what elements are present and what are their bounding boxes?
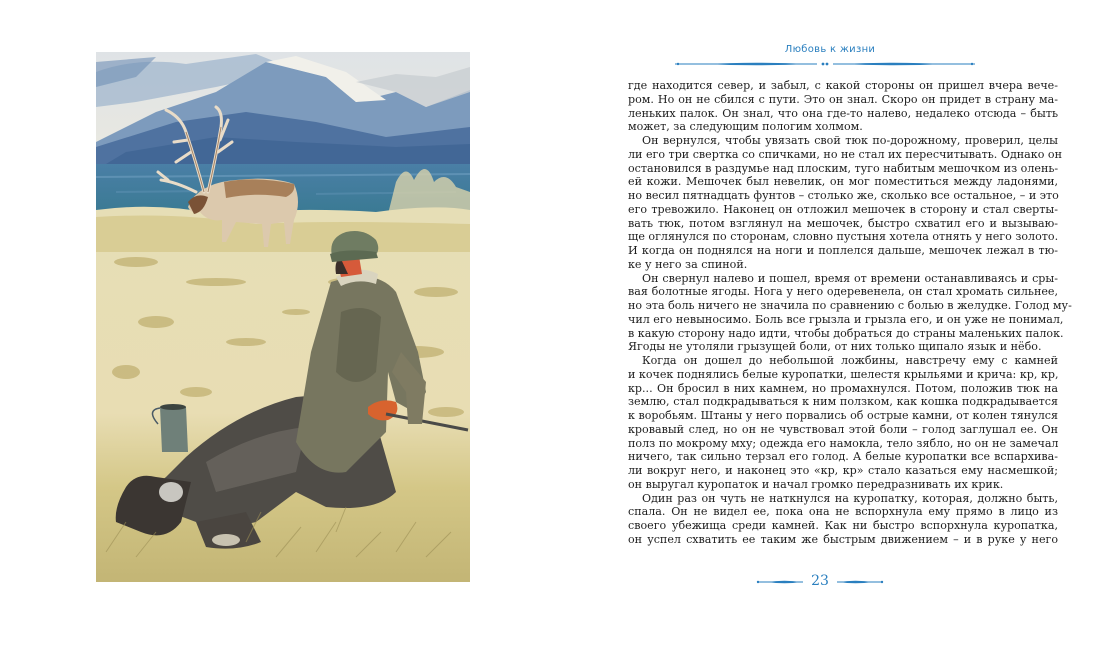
paragraph-3	[628, 271, 1072, 355]
watercolor-illustration	[96, 52, 470, 582]
text-line: ке у него за спиной.	[628, 257, 748, 271]
header-ornament-rule	[675, 60, 975, 68]
paragraph-4	[628, 354, 1058, 492]
paragraph-5	[628, 492, 1058, 547]
text-line: Когда он дошел до небольшой ложбины, навстречу ему с камней	[642, 354, 1058, 367]
text-line: и кочек поднялись белые куропатки, шелестя крыльями и крича: кр, кр,	[628, 367, 1059, 381]
body-text	[628, 79, 1072, 547]
text-line: к воробьям. Штаны у него порвались об острые камни, от колен тянулся	[628, 409, 1058, 422]
text-line: ще оглянулся по сторонам, словно пустыня хотела отнять у него золото.	[628, 230, 1059, 244]
text-line: но весил пятнадцать фунтов – столько же, сколько все остальное, – и это	[628, 189, 1059, 202]
text-line: может, за следующим пологим холмом.	[628, 120, 863, 134]
page-number: 23	[811, 573, 829, 589]
paragraph-1	[628, 79, 1058, 134]
text-line: ничего, так сильно терзал его голод. А белые куропатки все вспархива-	[628, 450, 1058, 464]
text-line: в какую сторону надо идти, чтобы добраться до страны маленьких палок.	[628, 326, 1064, 340]
text-line: своего убежища среди камней. Как ни быстро вспорхнула куропатка,	[628, 519, 1058, 532]
paragraph-2	[628, 134, 1062, 272]
text-line: он выругал куропаток и начал громко передразнивать их крик.	[628, 477, 1004, 491]
text-line: кр... Он бросил в них камнем, но промахнулся. Потом, положив тюк на	[628, 381, 1058, 395]
text-line: Один раз он чуть не наткнулся на куропатку, которая, должно быть,	[642, 491, 1058, 505]
text-line: спала. Он не видел ее, пока она не вспорхнула ему прямо в лицо из	[628, 505, 1058, 519]
text-line: ли его три свертка со спичками, но не стал их пересчитывать. Однако он	[628, 147, 1062, 161]
text-line: ей кожи. Мешочек был невелик, он мог поместиться между ладонями,	[628, 175, 1058, 189]
page-number-ornament	[755, 572, 885, 592]
text-line: ли вокруг него, и наконец это «кр, кр» стало казаться ему насмешкой;	[628, 464, 1058, 477]
illustration	[96, 52, 470, 582]
text-line: леньких палок. Он знал, что она где-то налево, недалеко отсюда – быть	[628, 106, 1058, 120]
text-line: его тревожило. Наконец он отложил мешочек в сторону и стал сверты-	[628, 202, 1058, 216]
text-line: землю, стал подкрадываться к ним ползком, как кошка подкрадывается	[628, 395, 1058, 409]
text-line: чил его невыносимо. Боль все грызла и грызла его, и он уже не понимал,	[628, 312, 1064, 326]
text-line: кровавый след, но он не чувствовал этой боли – голод заглушал ее. Он	[628, 422, 1058, 436]
text-line: остановился в раздумье над плоским, туго набитым мешочком из олень-	[628, 161, 1059, 175]
text-line: И когда он поднялся на ноги и поплелся дальше, мешочек лежал в тю-	[628, 244, 1058, 257]
text-line: полз по мокрому мху; одежда его намокла, тело зябло, но он не замечал	[628, 436, 1059, 450]
text-line: он успел схватить ее таким же быстрым движением – и в руке у него	[628, 532, 1058, 546]
text-line: но эта боль ничего не значила по сравнению с болью в желудке. Голод му-	[628, 299, 1072, 312]
running-head: Любовь к жизни	[784, 44, 876, 55]
text-line: вать тюк, потом взглянул на мешочек, быстро схватил его и вызываю-	[628, 216, 1058, 230]
text-line: ром. Но он не сбился с пути. Это он знал. Скоро он придет в страну ма-	[628, 92, 1058, 106]
text-line: Он свернул налево и пошел, время от времени останавливаясь и сры-	[642, 271, 1058, 285]
text-line: где находится север, и забыл, с какой стороны он пришел вчера вече-	[628, 79, 1058, 92]
text-line: Он вернулся, чтобы увязать свой тюк по-дорожному, проверил, целы	[642, 134, 1058, 147]
text-line: вая болотные ягоды. Нога у него одеревенела, он стал хромать сильнее,	[628, 285, 1058, 299]
text-line: Ягоды не утоляли грызущей боли, от них только щипало язык и нёбо.	[628, 340, 1042, 354]
